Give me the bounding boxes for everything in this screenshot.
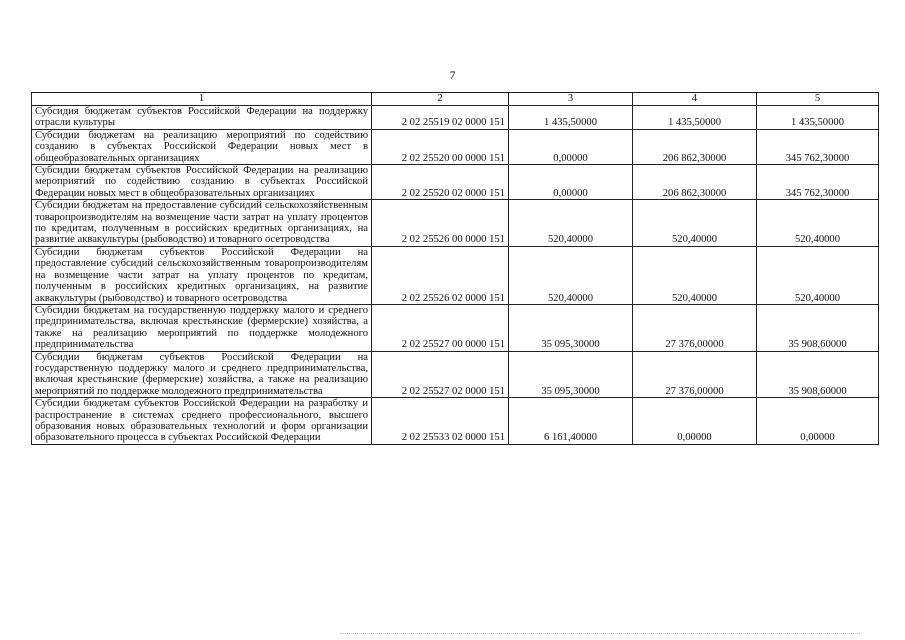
column-header-3: 3 bbox=[509, 93, 633, 106]
row-budget-code: 2 02 25527 00 0000 151 bbox=[372, 304, 509, 351]
budget-table bbox=[31, 92, 879, 445]
row-description: Субсидии бюджетам на предоставление субсидий сельскохозяйственным товаропроизводителям на возмещение части затрат на уплату процентов по кредитам, полученным в российских кредитных организациях, на развитие аквакультуры (рыбоводство) и товарного осетроводства bbox=[32, 200, 372, 247]
table-row bbox=[32, 398, 879, 445]
row-description: Субсидии бюджетам субъектов Российской Федерации на реализацию мероприятий по содействию созданию в субъектах Российской Федерации новых мест в общеобразовательных организациях bbox=[32, 165, 372, 200]
row-value-col4: 1 435,50000 bbox=[633, 106, 757, 130]
row-value-col3: 0,00000 bbox=[509, 165, 633, 200]
column-header-2: 2 bbox=[372, 93, 509, 106]
row-value-col3: 35 095,30000 bbox=[509, 351, 633, 398]
row-value-col4: 27 376,00000 bbox=[633, 351, 757, 398]
row-description: Субсидии бюджетам субъектов Российской Федерации на разработку и распространение в системах среднего профессионального, высшего образования новых образовательных технологий и форм организации образовательного процесса в субъектах Российской Федерации bbox=[32, 398, 372, 445]
row-value-col3: 520,40000 bbox=[509, 200, 633, 247]
page-number: 7 bbox=[449, 68, 456, 82]
row-budget-code: 2 02 25520 00 0000 151 bbox=[372, 129, 509, 164]
row-value-col4: 206 862,30000 bbox=[633, 165, 757, 200]
row-value-col5: 345 762,30000 bbox=[757, 165, 879, 200]
table-row bbox=[32, 106, 879, 130]
row-description: Субсидии бюджетам субъектов Российской Федерации на предоставление субсидий сельскохозяйственным товаропроизводителям на возмещение части затрат на уплату процентов по кредитам, полученным в российских кредитных организациях, на развитие аквакультуры (рыбоводство) и товарного осетроводства bbox=[32, 246, 372, 304]
row-budget-code: 2 02 25526 02 0000 151 bbox=[372, 246, 509, 304]
table-row bbox=[32, 129, 879, 164]
row-value-col4: 0,00000 bbox=[633, 398, 757, 445]
scan-artifact-line bbox=[340, 633, 860, 636]
row-budget-code: 2 02 25526 00 0000 151 bbox=[372, 200, 509, 247]
table-row bbox=[32, 304, 879, 351]
row-budget-code: 2 02 25527 02 0000 151 bbox=[372, 351, 509, 398]
row-value-col5: 520,40000 bbox=[757, 200, 879, 247]
column-header-5: 5 bbox=[757, 93, 879, 106]
column-header-4: 4 bbox=[633, 93, 757, 106]
table-header-row bbox=[32, 93, 879, 106]
row-value-col3: 1 435,50000 bbox=[509, 106, 633, 130]
row-value-col5: 520,40000 bbox=[757, 246, 879, 304]
table-row bbox=[32, 351, 879, 398]
row-value-col5: 1 435,50000 bbox=[757, 106, 879, 130]
row-description: Субсидии бюджетам на реализацию мероприятий по содействию созданию в субъектах Российской Федерации новых мест в общеобразовательных организациях bbox=[32, 129, 372, 164]
row-value-col5: 35 908,60000 bbox=[757, 304, 879, 351]
row-value-col4: 520,40000 bbox=[633, 200, 757, 247]
row-value-col3: 520,40000 bbox=[509, 246, 633, 304]
table-row bbox=[32, 200, 879, 247]
row-value-col4: 206 862,30000 bbox=[633, 129, 757, 164]
row-budget-code: 2 02 25520 02 0000 151 bbox=[372, 165, 509, 200]
row-value-col3: 6 161,40000 bbox=[509, 398, 633, 445]
row-budget-code: 2 02 25533 02 0000 151 bbox=[372, 398, 509, 445]
column-header-1: 1 bbox=[32, 93, 372, 106]
row-value-col5: 345 762,30000 bbox=[757, 129, 879, 164]
row-description: Субсидия бюджетам субъектов Российской Федерации на поддержку отрасли культуры bbox=[32, 106, 372, 130]
row-value-col3: 35 095,30000 bbox=[509, 304, 633, 351]
row-description: Субсидии бюджетам субъектов Российской Федерации на государственную поддержку малого и среднего предпринимательства, включая крестьянские (фермерские) хозяйства, а также на реализацию мероприятий по поддержке молодежного предпринимательства bbox=[32, 351, 372, 398]
row-value-col3: 0,00000 bbox=[509, 129, 633, 164]
row-value-col4: 27 376,00000 bbox=[633, 304, 757, 351]
row-value-col5: 0,00000 bbox=[757, 398, 879, 445]
row-budget-code: 2 02 25519 02 0000 151 bbox=[372, 106, 509, 130]
table-row bbox=[32, 165, 879, 200]
row-value-col4: 520,40000 bbox=[633, 246, 757, 304]
row-value-col5: 35 908,60000 bbox=[757, 351, 879, 398]
row-description: Субсидии бюджетам на государственную поддержку малого и среднего предпринимательства, включая крестьянские (фермерские) хозяйства, а также на реализацию мероприятий по поддержке молодежного предпринимательства bbox=[32, 304, 372, 351]
table-row bbox=[32, 246, 879, 304]
